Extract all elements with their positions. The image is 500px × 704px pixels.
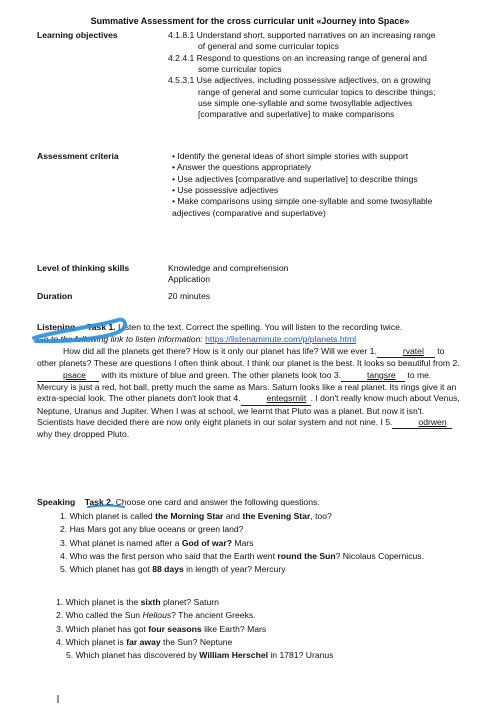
document-title: Summative Assessment for the cross curricular unit «Journey into Space» [90,16,410,26]
listening-link-line [37,334,477,345]
misspelled-word-5[interactable]: odrwen [392,417,452,429]
question-item: 3. Which planet has got four seasons like Earth? Mars [56,623,267,634]
passage-text: How did all the planets get there? How is it only our planet has life? Will we ever 1. [63,346,377,356]
misspelled-word-4[interactable]: entegsrniit [241,393,311,405]
question-item: 5. Which planet has got 88 days in length of year? Mercury [60,564,286,575]
speaking-header [37,497,477,508]
speaking-card-1 [60,511,470,578]
question-item: 1. Which planet is called the Morning Star and the Evening Star, too? [60,511,332,521]
misspelled-word-2[interactable]: psace [37,370,99,382]
duration-value: 20 minutes [168,291,211,301]
learning-objectives-label: Learning objectives [37,30,118,40]
speaking-label: Speaking [37,497,76,507]
criteria-item: • Use possessive adjectives [172,185,279,196]
link-lead: Go to the following link to listen information: [37,334,203,344]
listening-instruction: Listen to the text. Correct the spelling. You will listen to the recording twice. [118,322,403,332]
misspelled-word-1[interactable]: rvatel [377,346,435,358]
speaking-card-2 [56,597,470,664]
assessment-criteria-label: Assessment criteria [37,151,119,161]
learning-objectives-list [168,30,442,121]
listening-header [37,322,477,333]
criteria-item: • Use adjectives [comparative and superlative] to describe things [172,173,418,184]
objective-item: 4.1.8.1 Understand short, supported narratives on an increasing range of general and some curricular topics [168,30,436,52]
thinking-skill-item: Knowledge and comprehension [168,263,289,273]
listening-passage [37,346,462,441]
objective-item: 4.5.3.1 Use adjectives, including possessive adjectives, on a growing range of general and some curricular topics to describe things; use simple one-syllable and some twosyllable adjectives [comparative and superlative] to make comparisons [168,75,436,120]
question-item: 4. Which planet is far away the Sun? Neptune [56,637,233,648]
duration-label: Duration [37,291,73,301]
thinking-skill-item: Application [168,274,211,285]
passage-text: to me. Mercury is just a red, hot ball, pretty much the same as Mars. Saturn looks like a real planet. Its rings give it an extra-special look. The other planets don't look that 4. [37,369,457,404]
question-item: 2. Has Mars got any blue oceans or green land? [60,524,244,535]
speaking-task: Task 2. [84,497,114,507]
question-item: 5. Which planet has discovered by William Herschel in 1781? Uranus [66,650,334,661]
passage-text: . I don't really know much about Venus, Neptune, Uranus and Jupiter. When I was at school, we learnt that Pluto was a planet. But now it isn't. Scientists have decided there are now only eight planets in our solar system and not nine. I 5. [37,393,460,428]
question-item: 1. Which planet is the sixth planet? Saturn [56,597,219,607]
speaking-instruction: Choose one card and answer the following questions. [115,497,320,507]
passage-text: to other planets? These are questions I often think about. I think our planet is the best. It looks so beautiful from 2. [37,346,460,369]
question-item: 3. What planet is named after a God of war? Mars [60,537,254,548]
planets-link[interactable]: https://listenaminute.com/p/planets.html [205,334,357,344]
thinking-skills-label: Level of thinking skills [37,263,130,273]
assessment-criteria-list [168,151,442,219]
passage-text: why they dropped Pluto. [37,429,130,440]
misspelled-word-3[interactable]: tangsre [341,370,405,382]
passage-text: with its mixture of blue and green. The other planets look too 3. [99,369,342,380]
listening-label: Listening [37,322,76,332]
criteria-item: • Identify the general ideas of short simple stories with support [172,151,409,161]
thinking-skills-list [168,263,442,286]
question-item: 2. Who called the Sun Helious? The ancient Greeks. [56,610,256,621]
listening-task: Task 1. [87,322,116,332]
objective-item: 4.2.4.1 Respond to questions on an increasing range of general and some curricular topics [168,52,427,75]
question-item: 4. Who was the first person who said that the Earth went round the Sun? Nicolaus Copernicus. [60,551,424,562]
criteria-item: • Make comparisons using simple one-syllable and some twosyllable adjectives (comparative and superlative) [172,196,433,218]
criteria-item: • Answer the questions appropriately [172,162,312,173]
